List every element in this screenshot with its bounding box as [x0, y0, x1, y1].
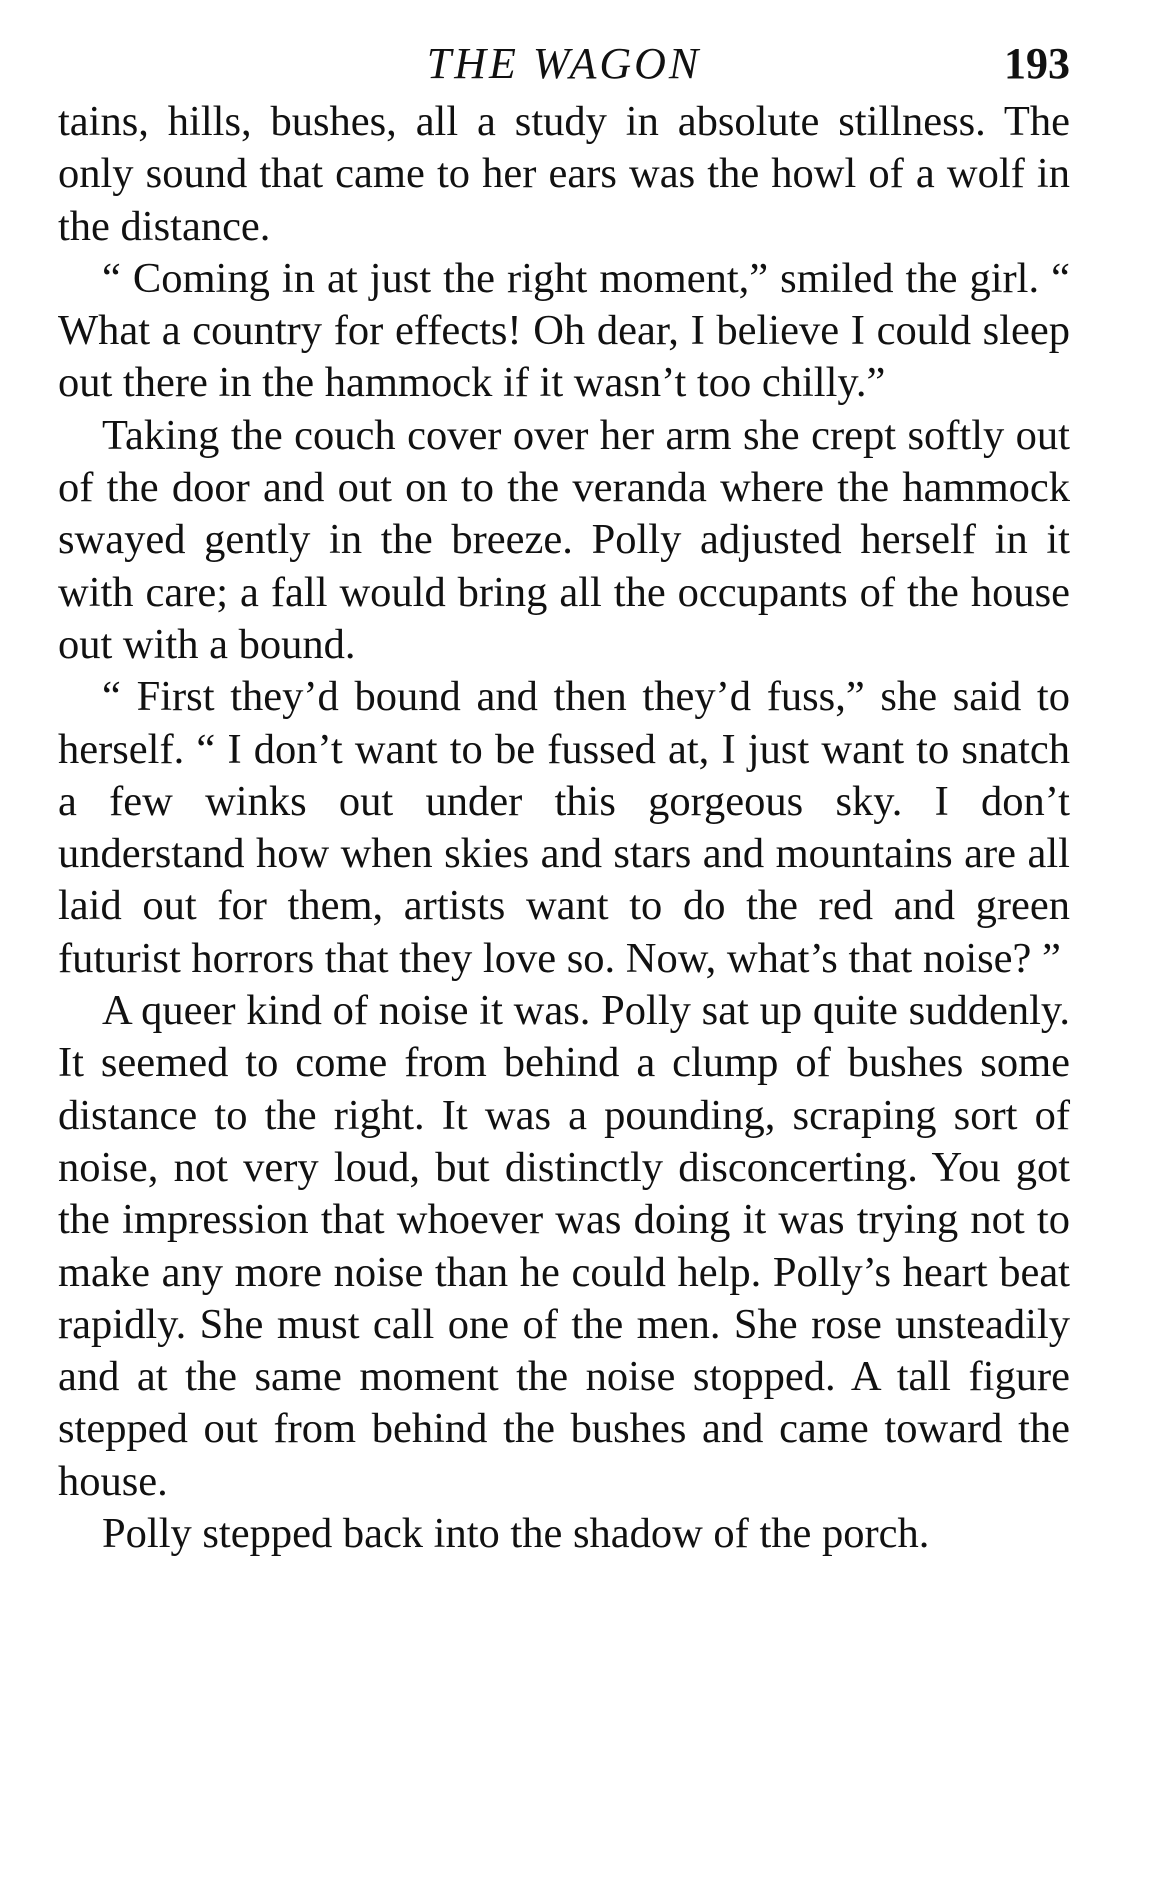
paragraph-6: Polly stepped back into the shadow of the porch. [102, 1510, 930, 1558]
paragraph-5: A queer kind of noise it was. Polly sat up quite suddenly. It seemed to come from behind a clump of bushes some distance to the right. It was a pounding, scraping sort of noise, not very loud, but distinctly disconcerting. You got the impression that whoever was doing it was trying not to make any more noise than he could help. Polly’s heart beat rapidly. She must call one of the men. She rose unsteadily and at the same moment the noise stopped. A tall figure stepped out from behind the bushes and came toward the house. [58, 987, 1070, 1505]
paragraph-3: Taking the couch cover over her arm she crept softly out of the door and out on to the veranda where the hammock swayed gently in the breeze. Polly adjusted herself in it with care; a fall would bring all the occupants of the house out with a bound. [58, 411, 1070, 668]
paragraph-1: tains, hills, bushes, all a study in absolute stillness. The only sound that came to her ears was the howl of a wolf in the distance. [58, 98, 1070, 250]
running-title: THE WAGON [426, 39, 702, 88]
paragraph-4: “ First they’d bound and then they’d fuss,” she said to herself. “ I don’t want to be fussed at, I just want to snatch a few winks out under this gorgeous sky. I don’t understand how when skies and stars and mountains are all laid out for them, artists want to do the red and green futurist horrors that they love so. Now, what’s that noise? ” [58, 673, 1070, 982]
paragraph-2: “ Coming in at just the right moment,” smiled the girl. “ What a country for effects! Oh dear, I believe I could sleep out there in the hammock if it wasn’t too chilly.” [58, 254, 1070, 407]
page-number: 193 [1004, 39, 1070, 88]
running-header [58, 38, 1070, 94]
body-text [58, 96, 1070, 1560]
book-page [58, 38, 1070, 1560]
